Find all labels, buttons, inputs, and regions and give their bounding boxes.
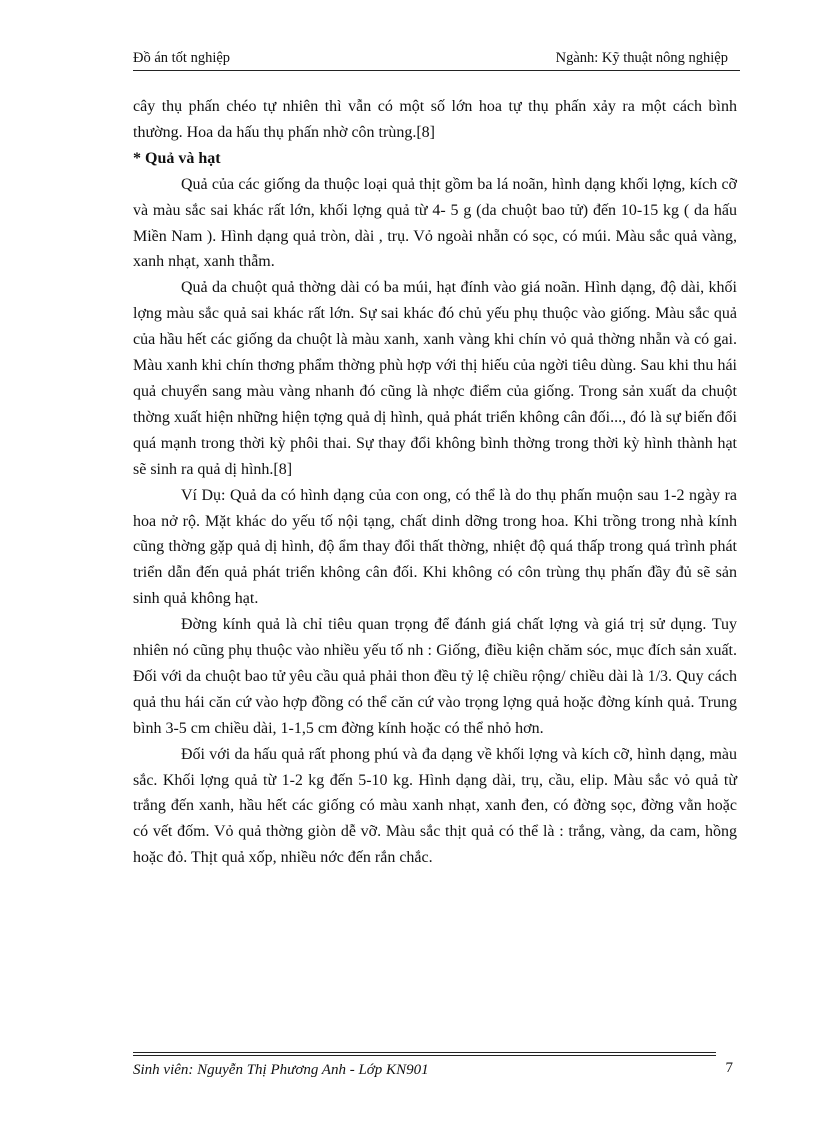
paragraph-fruit-diameter: Đờng kính quả là chỉ tiêu quan trọng để đánh giá chất lợng và giá trị sử dụng. Tuy nhiên nó cũng phụ thuộc vào nhiều yếu tố nh : Giống, điều kiện chăm sóc, mục đích sản xuất. Đối với da chuột bao tử yêu cầu quả phải thon đều tỷ lệ chiều rộng/ chiều dài là 1/3. Quy cách quả thu hái căn cứ vào hợp đồng có thể căn cứ vào trọng lợng quả hoặc đờng kính quả. Trung bình 3-5 cm chiều dài, 1-1,5 cm đờng kính hoặc có thể nhỏ hơn. xyxy=(133,616,737,737)
header-divider xyxy=(133,70,740,71)
header-major: Ngành: Kỹ thuật nông nghiệp xyxy=(555,50,728,66)
page-body xyxy=(133,94,737,871)
section-heading: * Quả và hạt xyxy=(133,149,221,167)
page-number: 7 xyxy=(725,1060,733,1076)
paragraph-cucumber-fruit: Quả da chuột quả thờng dài có ba múi, hạt đính vào giá noãn. Hình dạng, độ dài, khối lợng màu sắc quả sai khác rất lớn. Sự sai khác đó chủ yếu phụ thuộc vào giống. Màu sắc quả của hầu hết các giống da chuột là màu xanh, xanh vàng khi chín vỏ quả thờng nhẵn và có gai. Màu xanh khi chín thơng phẩm thờng phù hợp với thị hiếu của ngời tiêu dùng. Sau khi thu hái quả chuyển sang màu vàng nhanh đó cũng là nhợc điểm của giống. Trong sản xuất da chuột thờng xuất hiện những hiện tợng quả dị hình, quả phát triển không cân đối..., đó là sự biến đổi quá mạnh trong thời kỳ phôi thai. Sự thay đổi không bình thờng trong thời kỳ hình thành hạt sẽ sinh ra quả dị hình.[8] xyxy=(133,279,737,478)
paragraph-continuation: cây thụ phấn chéo tự nhiên thì vẫn có một số lớn hoa tự thụ phấn xảy ra một cách bình thường. Hoa da hấu thụ phấn nhờ côn trùng.[8] xyxy=(133,98,737,141)
footer-divider-bottom xyxy=(133,1055,716,1056)
paragraph-fruit-types: Quả của các giống da thuộc loại quả thịt gồm ba lá noãn, hình dạng khối lợng, kích cỡ và màu sắc sai khác rất lớn, khối lợng quả từ 4- 5 g (da chuột bao tử) đến 10-15 kg ( da hấu Miền Nam ). Hình dạng quả tròn, dài , trụ. Vỏ ngoài nhẵn có sọc, có múi. Màu sắc quả vàng, xanh nhạt, xanh thẫm. xyxy=(133,175,737,271)
header-document-type: Đồ án tốt nghiệp xyxy=(133,50,231,66)
paragraph-watermelon: Đối với da hấu quả rất phong phú và đa dạng về khối lợng và kích cỡ, hình dạng, màu sắc. Khối lợng quả từ 1-2 kg đến 5-10 kg. Hình dạng dài, trụ, cầu, elip. Màu sắc vỏ quả từ trắng đến xanh, hầu hết các giống có màu xanh nhạt, xanh đen, có đờng sọc, đờng vằn hoặc có vết đốm. Vỏ quả thờng giòn dễ vỡ. Màu sắc thịt quả có thể là : trắng, vàng, da cam, hồng hoặc đỏ. Thịt quả xốp, nhiều nớc đến rắn chắc. xyxy=(133,745,737,867)
footer-divider-top xyxy=(133,1052,716,1053)
paragraph-example: Ví Dụ: Quả da có hình dạng của con ong, có thể là do thụ phấn muộn sau 1-2 ngày ra hoa nở rộ. Mặt khác do yếu tố nội tạng, chất dinh dỡng trong hoa. Khi trồng trong nhà kính cũng thờng gặp quả dị hình, độ ẩm thay đổi thất thờng, nhiệt độ quá thấp trong quá trình phát triển dẫn đến quả phát triển không cân đối. Khi không có côn trùng thụ phấn đầy đủ sẽ sản sinh quả không hạt. xyxy=(133,486,737,608)
page-footer xyxy=(133,1052,737,1092)
footer-student-info: Sinh viên: Nguyễn Thị Phương Anh - Lớp KN901 xyxy=(133,1062,429,1078)
page-header xyxy=(133,47,740,71)
